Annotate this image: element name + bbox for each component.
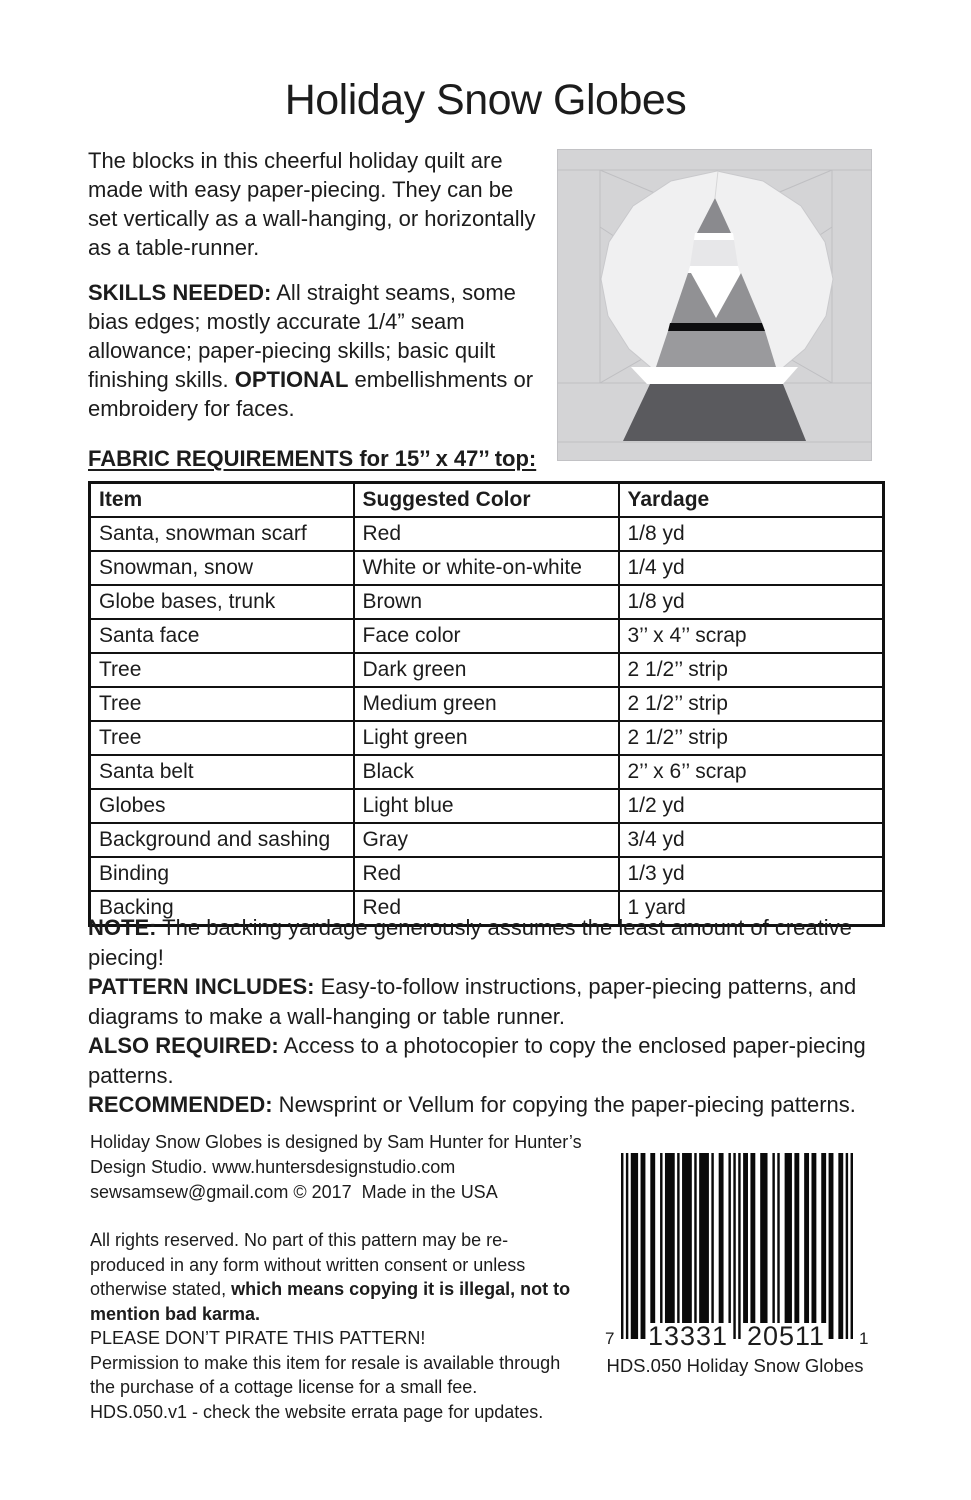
table-cell: 2 1/2’’ strip xyxy=(619,687,884,721)
barcode-lead-digit: 7 xyxy=(605,1329,615,1348)
table-row xyxy=(90,721,884,755)
optional-label: OPTIONAL xyxy=(234,367,349,392)
barcode-bar xyxy=(829,1153,834,1339)
barcode-bar xyxy=(719,1153,724,1323)
text-segment: the purchase of a cottage license for a small fee. xyxy=(90,1377,478,1397)
table-row xyxy=(90,857,884,891)
legal-line xyxy=(90,1302,630,1327)
table-cell: 1/8 yd xyxy=(619,585,884,619)
barcode-bar xyxy=(811,1153,816,1323)
barcode-bar xyxy=(631,1153,638,1339)
legal-line xyxy=(90,1351,630,1376)
santa-belt xyxy=(668,323,765,331)
table-body xyxy=(90,517,884,926)
legal-line xyxy=(90,1253,630,1278)
table-cell: 2’’ x 6’’ scrap xyxy=(619,755,884,789)
table-cell: Snowman, snow xyxy=(90,551,354,585)
skills-label: SKILLS NEEDED: xyxy=(88,280,272,305)
barcode-bar xyxy=(711,1153,713,1323)
table-cell: Tree xyxy=(90,721,354,755)
table-cell: Light green xyxy=(354,721,619,755)
fabric-requirements-table xyxy=(88,481,885,927)
table-cell: Globe bases, trunk xyxy=(90,585,354,619)
barcode-bar xyxy=(772,1153,774,1323)
note-paragraph xyxy=(88,913,904,972)
table-row xyxy=(90,653,884,687)
legal-line xyxy=(90,1400,630,1425)
table-cell: Globes xyxy=(90,789,354,823)
column-header-color: Suggested Color xyxy=(354,483,619,518)
skills-paragraph xyxy=(88,278,560,423)
barcode-bar xyxy=(738,1153,740,1339)
designer-credits xyxy=(90,1130,610,1205)
skills-text: All straight seams, some bias edges; mostly accurate 1/4” seam allowance; paper-piecing skills; basic quilt finishing skills. xyxy=(88,280,516,392)
skills-tail: embellishments or embroidery for faces. xyxy=(88,367,534,421)
barcode-bar xyxy=(694,1153,696,1323)
text-segment: which means copying it is illegal, not to xyxy=(231,1279,571,1299)
table-cell: Binding xyxy=(90,857,354,891)
legal-line xyxy=(90,1375,630,1400)
barcode-left-digits: 13331 xyxy=(647,1321,729,1351)
table-cell: Red xyxy=(354,517,619,551)
snow-globe-block-image xyxy=(557,149,872,461)
legal-line xyxy=(90,1277,630,1302)
notes-section xyxy=(88,913,904,1120)
text-segment: produced in any form without written consent or unless xyxy=(90,1254,526,1275)
credits-line: Holiday Snow Globes is designed by Sam Hunter for Hunter’s xyxy=(90,1132,582,1152)
table-cell: 1/2 yd xyxy=(619,789,884,823)
barcode-bar xyxy=(851,1153,853,1339)
barcode-right-digits: 20511 xyxy=(746,1321,826,1351)
recommended-paragraph xyxy=(88,1090,904,1120)
barcode-bar xyxy=(838,1153,843,1339)
barcode-bar xyxy=(665,1153,675,1323)
table-cell: 1/8 yd xyxy=(619,517,884,551)
barcode-bar xyxy=(621,1153,623,1339)
barcode-bar xyxy=(660,1153,662,1323)
table-header-row xyxy=(90,483,884,518)
table-cell: 1/3 yd xyxy=(619,857,884,891)
barcode-bar xyxy=(650,1153,655,1323)
barcode-bar xyxy=(641,1153,646,1339)
table-row xyxy=(90,789,884,823)
santa-beard-top xyxy=(688,266,740,273)
text-segment: All rights reserved. No part of this pattern may be re- xyxy=(90,1230,509,1250)
table-row xyxy=(90,551,884,585)
table-cell: Brown xyxy=(354,585,619,619)
barcode-bar xyxy=(728,1153,730,1323)
text-segment: Permission to make this item for resale is available through xyxy=(90,1352,561,1373)
text-segment: HDS.050.v1 - check the website errata page for updates. xyxy=(90,1401,544,1422)
table-cell: Background and sashing xyxy=(90,823,354,857)
santa-face xyxy=(690,240,738,266)
table-row xyxy=(90,823,884,857)
barcode-bar xyxy=(699,1153,709,1323)
globe-base xyxy=(623,384,806,441)
pattern-includes-label: PATTERN INCLUDES: xyxy=(88,974,315,999)
table-cell: Santa, snowman scarf xyxy=(90,517,354,551)
also-required-text: Access to a photocopier to copy the enclosed paper-piecing patterns. xyxy=(88,1033,866,1088)
table-cell: Medium green xyxy=(354,687,619,721)
snow-strip xyxy=(631,367,798,384)
table-cell: Gray xyxy=(354,823,619,857)
barcode-bars xyxy=(605,1153,869,1351)
table-cell: Tree xyxy=(90,687,354,721)
text-segment: mention bad karma. xyxy=(90,1303,261,1324)
table-row xyxy=(90,755,884,789)
page-title: Holiday Snow Globes xyxy=(284,76,687,124)
table-row xyxy=(90,619,884,653)
recommended-text: Newsprint or Vellum for copying the paper-piecing patterns. xyxy=(272,1092,856,1117)
table-cell: Santa face xyxy=(90,619,354,653)
table-cell: Red xyxy=(354,857,619,891)
column-header-item: Item xyxy=(90,483,354,518)
barcode-bar xyxy=(743,1153,748,1323)
table-cell: White or white-on-white xyxy=(354,551,619,585)
table-row xyxy=(90,517,884,551)
barcode-bar xyxy=(682,1153,692,1323)
barcode-bar xyxy=(794,1153,799,1323)
table-row xyxy=(90,687,884,721)
table-cell: Light blue xyxy=(354,789,619,823)
credits-line: Design Studio. www.huntersdesignstudio.com xyxy=(90,1157,456,1177)
barcode-bar xyxy=(846,1153,848,1339)
table-cell: Black xyxy=(354,755,619,789)
legal-line xyxy=(90,1228,630,1253)
note-label: NOTE: xyxy=(88,915,157,940)
table-cell: Santa belt xyxy=(90,755,354,789)
pattern-includes-paragraph xyxy=(88,972,904,1031)
barcode-bar xyxy=(733,1153,735,1339)
barcode-bar xyxy=(804,1153,809,1323)
table-cell: 3’’ x 4’’ scrap xyxy=(619,619,884,653)
barcode-caption: HDS.050 Holiday Snow Globes xyxy=(606,1355,864,1376)
barcode-bar xyxy=(785,1153,792,1323)
legal-text xyxy=(90,1228,630,1424)
credits-line: sewsamsew@gmail.com © 2017 Made in the USA xyxy=(90,1182,498,1202)
barcode-bar xyxy=(626,1153,628,1339)
recommended-label: RECOMMENDED: xyxy=(88,1092,273,1117)
text-segment: otherwise stated, xyxy=(90,1279,232,1299)
table-row xyxy=(90,585,884,619)
intro-paragraph: The blocks in this cheerful holiday quilt are made with easy paper-piecing. They can be set vertically as a wall-hanging, or horizontally as a table-runner. xyxy=(88,148,536,260)
table-cell: 2 1/2’’ strip xyxy=(619,721,884,755)
barcode-bar xyxy=(821,1153,826,1323)
barcode-trailer-digit: 1 xyxy=(859,1329,869,1348)
pattern-includes-text: Easy-to-follow instructions, paper-piecing patterns, and diagrams to make a wall-hanging or table runner. xyxy=(88,974,857,1029)
barcode-bar xyxy=(777,1153,779,1323)
table-cell: Tree xyxy=(90,653,354,687)
barcode-bar xyxy=(677,1153,679,1323)
table-cell: Face color xyxy=(354,619,619,653)
table-header xyxy=(90,483,884,518)
barcode xyxy=(604,1153,869,1377)
also-required-label: ALSO REQUIRED: xyxy=(88,1033,279,1058)
table-cell: Backing xyxy=(90,891,354,926)
table-cell: 2 1/2’’ strip xyxy=(619,653,884,687)
table-cell: 1 yard xyxy=(619,891,884,926)
barcode-svg xyxy=(621,1153,853,1339)
legal-line xyxy=(90,1326,630,1351)
column-header-yardage: Yardage xyxy=(619,483,884,518)
note-text: The backing yardage generously assumes the least amount of creative piecing! xyxy=(88,915,852,970)
fabric-requirements-heading: FABRIC REQUIREMENTS for 15’’ x 47’’ top: xyxy=(88,446,537,471)
santa-body-lower xyxy=(656,331,776,367)
also-required-paragraph xyxy=(88,1031,904,1090)
table-cell: 3/4 yd xyxy=(619,823,884,857)
barcode-bar xyxy=(750,1153,755,1323)
santa-hat-brim xyxy=(694,233,734,240)
text-segment: PLEASE DON’T PIRATE THIS PATTERN! xyxy=(90,1328,426,1348)
table-cell: Red xyxy=(354,891,619,926)
barcode-bar xyxy=(760,1153,767,1323)
table-cell: Dark green xyxy=(354,653,619,687)
table-cell: 1/4 yd xyxy=(619,551,884,585)
